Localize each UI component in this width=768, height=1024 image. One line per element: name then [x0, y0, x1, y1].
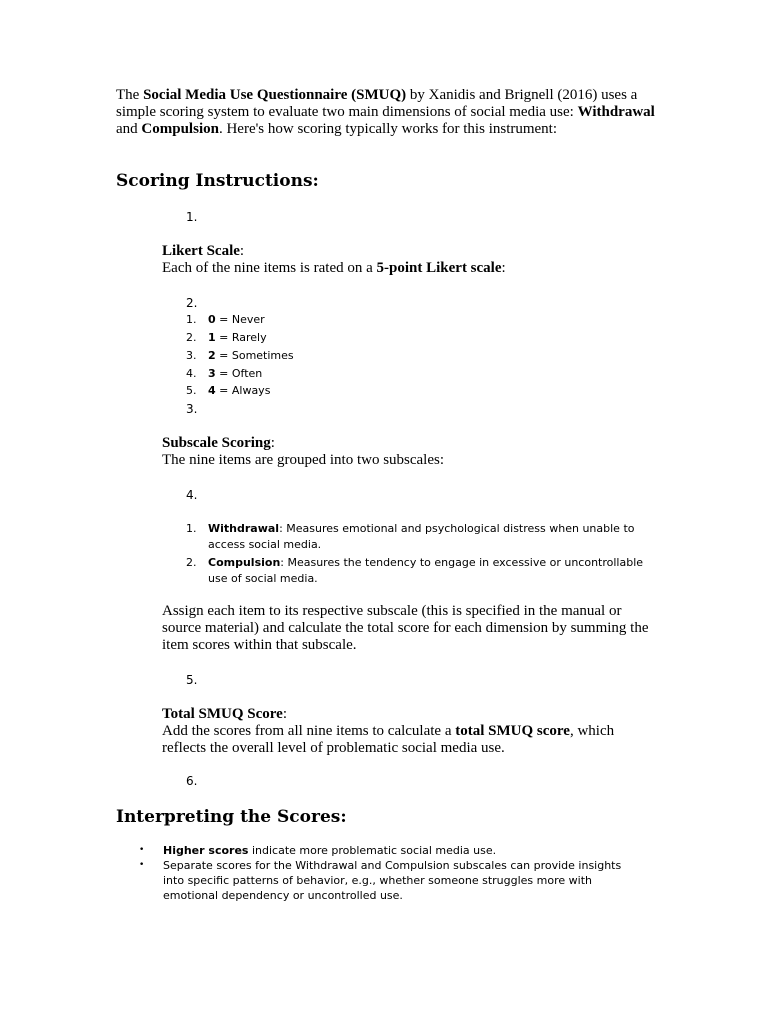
compulsion-term: Compulsion [141, 121, 219, 137]
intro-text: . Here's how scoring typically works for this instrument: [218, 121, 558, 137]
step-number: 6. [186, 774, 198, 788]
total-score-term: total SMUQ score [455, 723, 570, 739]
colon: : [282, 706, 288, 722]
intro-text: The [116, 87, 144, 103]
colon: : [239, 243, 245, 259]
item-number: 4. [186, 367, 197, 380]
likert-text: : [501, 260, 506, 276]
likert-option-item [186, 383, 656, 399]
item-number: 2. [186, 331, 197, 344]
step-number: 2. [186, 296, 198, 310]
intro-text: and [116, 121, 142, 137]
bullet-dot: • [139, 845, 145, 855]
subscale-title: Subscale Scoring [162, 435, 271, 451]
bullet-text: indicate more problematic social media use. [248, 844, 497, 857]
step-number: 3. [186, 402, 198, 416]
option-value: 3 [208, 367, 216, 380]
option-value: 2 [208, 349, 216, 362]
withdrawal-term: Withdrawal [577, 104, 655, 120]
bullet-item [139, 858, 639, 903]
total-text: , which reflects the overall level of problematic social media use. [162, 723, 615, 756]
bullet-item [139, 843, 659, 858]
option-label: = Never [215, 313, 265, 326]
step-number: 4. [186, 488, 198, 502]
option-value: 4 [208, 384, 216, 397]
item-number: 1. [186, 313, 197, 326]
option-label: = Sometimes [215, 349, 294, 362]
bullet-text: Separate scores for the Withdrawal and Compulsion subscales can provide insights into specific patterns of behavior, e.g., whether someone struggles more with emotional dependency or uncontrolled use. [163, 859, 622, 902]
option-value: 1 [208, 331, 216, 344]
likert-option-item [186, 330, 656, 346]
higher-scores-term: Higher scores [163, 844, 249, 857]
heading-scoring-instructions: Scoring Instructions: [116, 171, 319, 191]
assign-paragraph: Assign each item to its respective subscale (this is specified in the manual or source material) and calculate the total score for each dimension by summing the item scores within that subscale. [162, 603, 649, 653]
subscale-item-compulsion [186, 555, 656, 587]
likert-text: Each of the nine items is rated on a [162, 260, 377, 276]
likert-option-item [186, 348, 656, 364]
total-score-section [162, 706, 642, 757]
option-label: = Often [215, 367, 263, 380]
likert-option-item [186, 312, 656, 328]
subscale-description: : Measures the tendency to engage in excessive or uncontrollable use of social media. [208, 556, 644, 585]
heading-interpreting-scores: Interpreting the Scores: [116, 807, 347, 827]
step-number: 1. [186, 210, 198, 224]
total-title: Total SMUQ Score [162, 706, 283, 722]
likert-section [162, 243, 662, 277]
item-number: 5. [186, 384, 197, 397]
subscale-item-withdrawal [186, 521, 656, 553]
item-number: 1. [186, 522, 197, 535]
smuq-name: Social Media Use Questionnaire (SMUQ) [143, 87, 407, 103]
likert-title: Likert Scale [162, 243, 240, 259]
subscale-description: : Measures emotional and psychological distress when unable to access social media. [208, 522, 635, 551]
option-label: = Always [215, 384, 271, 397]
option-label: = Rarely [215, 331, 267, 344]
likert-scale-term: 5-point Likert scale [376, 260, 502, 276]
subscale-text: The nine items are grouped into two subscales: [162, 452, 445, 468]
intro-paragraph [116, 87, 656, 138]
item-number: 3. [186, 349, 197, 362]
bullet-dot: • [139, 860, 145, 870]
subscale-name: Compulsion [208, 556, 281, 569]
item-number: 2. [186, 556, 197, 569]
subscale-name: Withdrawal [208, 522, 280, 535]
intro-text: by Xanidis and Brignell (2016) uses a simple scoring system to evaluate two main dimensions of social media use: [116, 87, 638, 120]
step-number: 5. [186, 673, 198, 687]
likert-option-item [186, 366, 656, 382]
subscale-section [162, 435, 662, 469]
total-text: Add the scores from all nine items to calculate a [162, 723, 456, 739]
option-value: 0 [208, 313, 216, 326]
colon: : [270, 435, 275, 451]
